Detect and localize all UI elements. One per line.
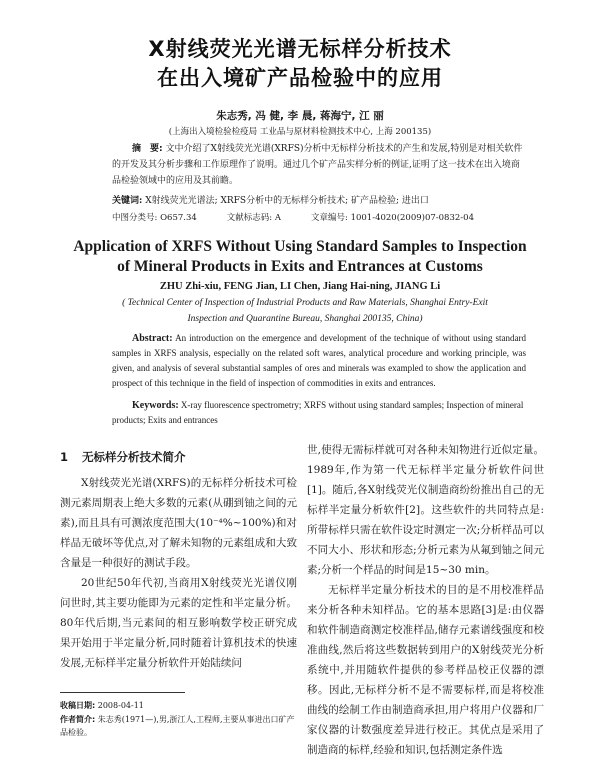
author-bio [60, 713, 300, 739]
chinese-keywords [112, 193, 526, 206]
chinese-abstract [112, 141, 526, 189]
english-affiliation: ( Technical Center of Inspection of Industrial Products and Raw Materials, Shanghai Entry-Exit Inspection and Quarantine Bureau, Shanghai 200135, China) [122, 298, 488, 324]
section-title: 无标样分析技术简介 [82, 450, 186, 464]
chinese-abstract-text: 文中介绍了X射线荧光光谱(XRFS)分析中无标样分析技术的产生和发展,特别是对相关软件的开发及其分析步骤和工作原理作了说明。通过几个矿产品实样分析的例证,证明了这一技术在出入境商品检验领域中的应用及其前瞻。 [112, 144, 523, 186]
body-paragraph: X射线荧光光谱(XRFS)的无标样分析技术可检测元素周期表上绝大多数的元素(从硼到铀之间的元素),而且具有可测浓度范围大(10⁻⁴%~100%)和对样品无破坏等优点,对了解未知物的元素组成和大致含量是一种很好的测试手段。 [60, 477, 297, 569]
english-title-line-2: of Mineral Products in Exits and Entrances at Customs [117, 258, 483, 275]
body-paragraph: 20世纪50年代初,当商用X射线荧光光谱仪刚问世时,其主要功能即为元素的定性和半定量分析。80年代后期,当元素间的相互影响数学校正研究成果开始用于半定量分析,同时随着计算机技术的快速发展,无标样半定量分析软件开始陆续问 [60, 577, 297, 669]
received-date [60, 699, 300, 712]
chinese-title-line-1: X射线荧光光谱无标样分析技术 [148, 37, 452, 61]
chinese-keywords-text: X射线荧光光谱法; XRFS分析中的无标样分析技术; 矿产品检验; 进出口 [145, 196, 429, 206]
author-bio-label: 作者简介: [60, 715, 96, 724]
left-column [60, 447, 297, 673]
classification-line [112, 211, 526, 223]
footnote-divider [60, 692, 185, 693]
chinese-abstract-label: 摘 要: [132, 144, 163, 154]
chinese-keywords-label: 关键词: [112, 196, 143, 206]
english-keywords-text: X-ray fluorescence spectrometry; XRFS without using standard samples; Inspection of mineral products; Exits and entrances [112, 400, 524, 425]
english-title-line-1: Application of XRFS Without Using Standard Samples to Inspection [73, 238, 527, 255]
clc-number: 中图分类号: O657.34 [112, 213, 197, 223]
chinese-affiliation: (上海出入境检验检疫局 工业品与原材料检测技术中心, 上海 200135) [168, 127, 432, 137]
english-abstract-text: An introduction on the emergence and development of the technique of without using standard samples in XRFS analysis, especially on the related soft wares, analytical procedure and working principle, was given, and analysis of several substantial samples of ores and minerals was exampled to show the application and prospect of this technique in the field of inspection of commodities in exits and entrances. [112, 333, 526, 388]
body-paragraph: 无标样半定量分析技术的目的是不用校准样品来分析各种未知样品。它的基本思路[3]是:由仪器和软件制造商测定校准样品,储存元素谱线强度和校准曲线,然后将这些数据转到用户的X射线荧光分析系统中,并用随软件提供的参考样品校正仪器的漂移。因此,无标样分析不是不需要标样,而是将校准曲线的绘制工作由制造商承担,用户将用户仪器和厂家仪器的计数强度差异进行校正。其优点是采用了制造商的标样,经验和知识,包括测定条件选 [307, 584, 544, 756]
document-code: 文献标志码: A [226, 213, 281, 223]
received-label: 收稿日期: [60, 701, 96, 710]
author-bio-text: 朱志秀(1971—),男,浙江人,工程师,主要从事进出口矿产品检验。 [60, 715, 295, 737]
chinese-title-line-2: 在出入境矿产品检验中的应用 [157, 66, 443, 90]
english-authors: ZHU Zhi-xiu, FENG Jian, LI Chen, Jiang Hai-ning, JIANG Li [159, 281, 441, 292]
english-keywords [112, 398, 526, 427]
chinese-authors: 朱志秀, 冯 健, 李 晨, 蒋海宁, 江 丽 [216, 110, 384, 122]
english-abstract-label: Abstract: [132, 333, 173, 344]
english-keywords-label: Keywords: [132, 400, 179, 411]
received-value: 2008-04-11 [97, 701, 144, 710]
section-number: 1 [60, 450, 69, 464]
english-abstract [112, 331, 526, 391]
article-number: 文章编号: 1001-4020(2009)07-0832-04 [311, 213, 474, 223]
right-column [307, 440, 544, 760]
body-paragraph: 世,使得无需标样就可对各种未知物进行近似定量。1989年,作为第一代无标样半定量分析软件问世[1]。随后,各X射线荧光仪制造商纷纷推出自己的无标样半定量分析软件[2]。这些软件的共同特点是:所带标样只需在软件设定时测定一次;分析样品可以不同大小、形状和形态;分析元素为从氟到铀之间元素;分析一个样品的时间是15~30 min。 [307, 444, 544, 576]
section-heading [60, 447, 297, 467]
